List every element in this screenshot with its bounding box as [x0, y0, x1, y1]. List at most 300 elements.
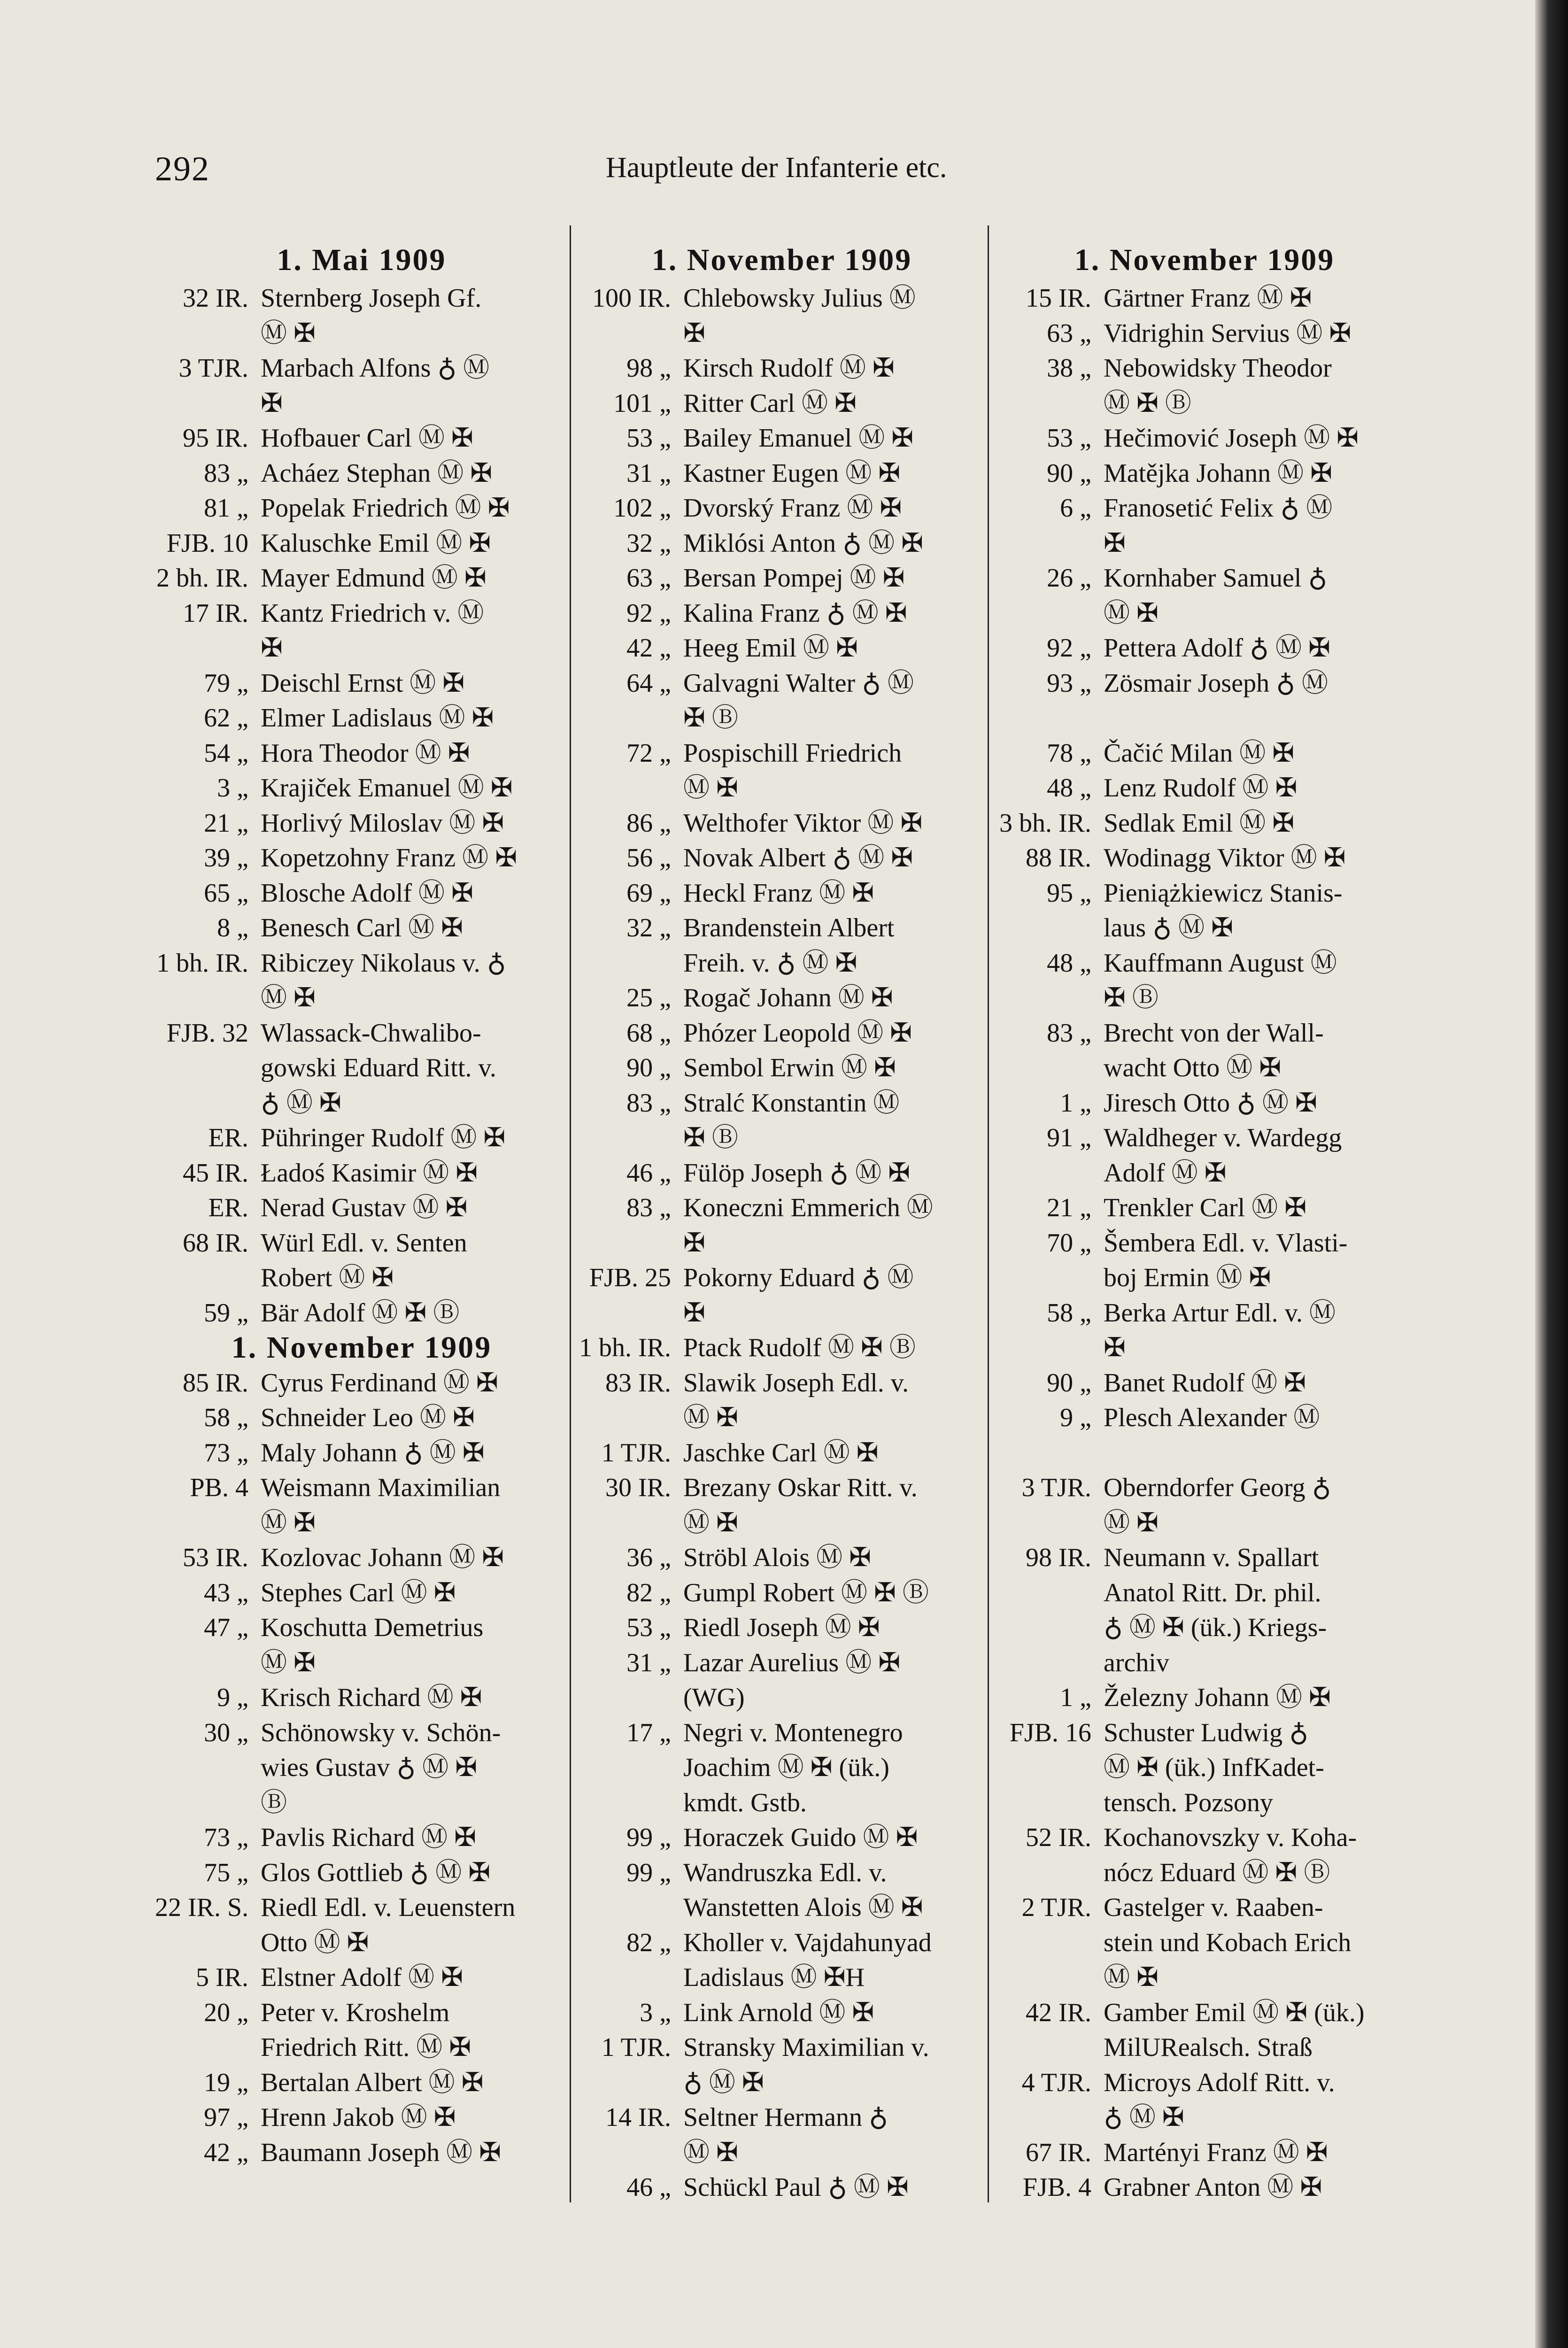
entry-row — [998, 806, 1411, 841]
entry-text: Brandenstein Albert — [683, 913, 895, 942]
entry-row — [998, 351, 1411, 386]
regiment-number — [998, 1050, 1104, 1086]
regiment-number: 83 „ — [626, 1193, 671, 1222]
section-heading-text: 1. November 1909 — [231, 1330, 492, 1365]
entry-row — [578, 1750, 986, 1785]
regiment-number — [578, 1890, 683, 1925]
entry-row — [578, 1296, 986, 1331]
entry-text: Pokorny Eduard ♁ Ⓜ — [683, 1263, 914, 1292]
entry-text: Gastelger v. Raaben- — [1104, 1893, 1323, 1922]
entry-text: Galvagni Walter ♁ Ⓜ — [683, 668, 914, 698]
page-number: 292 — [155, 150, 210, 188]
entry-row — [578, 1016, 986, 1051]
entry-text: Novak Albert ♁ Ⓜ ✠ — [683, 843, 913, 873]
entry-text: Anatol Ritt. Dr. phil. — [1104, 1578, 1321, 1607]
regiment-number: 17 „ — [626, 1718, 671, 1747]
entry-row — [155, 1610, 568, 1645]
regiment-number: 47 „ — [204, 1613, 248, 1642]
section-heading — [155, 1330, 568, 1366]
entry-row — [155, 1576, 568, 1611]
column-heading: 1. November 1909 — [1074, 243, 1335, 277]
regiment-number: 19 „ — [204, 2068, 248, 2097]
entry-text: Wodinagg Viktor Ⓜ ✠ — [1104, 843, 1346, 873]
entry-text: Miklósi Anton ♁ Ⓜ ✠ — [683, 528, 924, 558]
entry-row — [578, 911, 986, 946]
entry-text: Acháez Stephan Ⓜ ✠ — [261, 458, 493, 488]
entry-row — [578, 1436, 986, 1471]
entry-text: Kalina Franz ♁ Ⓜ ✠ — [683, 598, 907, 628]
regiment-number: 2 bh. IR. — [156, 564, 248, 593]
regiment-number: 99 „ — [626, 1823, 671, 1852]
regiment-number — [578, 1506, 683, 1541]
regiment-number — [998, 1260, 1104, 1296]
regiment-number — [998, 1750, 1104, 1785]
entry-row — [155, 526, 568, 561]
regiment-number: 3 TJR. — [178, 354, 248, 383]
entry-text: Welthofer Viktor Ⓜ ✠ — [683, 808, 923, 838]
regiment-number: 53 „ — [626, 1613, 671, 1642]
regiment-number: 67 IR. — [1026, 2138, 1091, 2167]
entry-text: Heeg Emil Ⓜ ✠ — [683, 633, 858, 663]
entry-row — [155, 386, 568, 421]
entry-row — [155, 456, 568, 491]
entry-row — [998, 1400, 1411, 1436]
regiment-number: 59 „ — [204, 1298, 248, 1328]
entry-row — [998, 1120, 1411, 1156]
entry-row — [155, 1506, 568, 1541]
regiment-number: 52 IR. — [1026, 1823, 1091, 1852]
regiment-number: 36 „ — [626, 1543, 671, 1572]
entry-row — [155, 841, 568, 876]
entry-row — [998, 1995, 1411, 2031]
entry-row — [578, 2135, 986, 2170]
entry-row — [578, 841, 986, 876]
entry-text: Zösmair Joseph ♁ Ⓜ — [1104, 668, 1328, 698]
entry-text: ✠ — [1104, 528, 1126, 558]
entry-text: Sedlak Emil Ⓜ ✠ — [1104, 808, 1295, 838]
entry-text: Cyrus Ferdinand Ⓜ ✠ — [261, 1368, 498, 1398]
entry-text: Stephes Carl Ⓜ ✠ — [261, 1578, 456, 1607]
entry-row — [578, 1576, 986, 1611]
entry-text: Gumpl Robert Ⓜ ✠ Ⓑ — [683, 1578, 929, 1607]
entry-text: Jaschke Carl Ⓜ ✠ — [683, 1438, 879, 1468]
entry-text: Gamber Emil Ⓜ ✠ (ük.) — [1104, 1998, 1365, 2027]
regiment-number: 81 „ — [204, 494, 248, 523]
entry-text: Matějka Johann Ⓜ ✠ — [1104, 458, 1333, 488]
entry-row — [998, 1715, 1411, 1751]
entry-row — [578, 1645, 986, 1681]
regiment-number — [578, 1226, 683, 1261]
regiment-number: 42 IR. — [1026, 1998, 1091, 2027]
entry-text: ✠ — [261, 633, 283, 663]
column-1-entries — [155, 281, 568, 2170]
regiment-number: FJB. 4 — [1022, 2173, 1091, 2202]
entry-text: Stransky Maximilian v. — [683, 2033, 929, 2062]
entry-row — [998, 561, 1411, 596]
regiment-number: 38 „ — [1047, 354, 1091, 383]
entry-text: Ⓜ ✠ — [683, 2138, 738, 2167]
regiment-number: 85 IR. — [183, 1368, 248, 1398]
column-divider — [988, 225, 989, 2202]
entry-row — [578, 1540, 986, 1576]
entry-text: Oberndorfer Georg ♁ — [1104, 1473, 1331, 1502]
regiment-number — [998, 1960, 1104, 1995]
regiment-number: 90 „ — [1047, 458, 1091, 488]
entry-row — [155, 806, 568, 841]
entry-text: Koneczni Emmerich Ⓜ — [683, 1193, 933, 1222]
entry-row — [998, 1506, 1411, 1541]
entry-row — [155, 1296, 568, 1331]
entry-row — [155, 1470, 568, 1506]
entry-row — [998, 1156, 1411, 1191]
regiment-number — [998, 1785, 1104, 1821]
entry-row — [155, 1995, 568, 2031]
entry-text: Nebowidsky Theodor — [1104, 354, 1332, 383]
regiment-number: 98 „ — [626, 354, 671, 383]
entry-text: Krajiček Emanuel Ⓜ ✠ — [261, 773, 513, 803]
entry-row — [998, 1820, 1411, 1855]
entry-row — [155, 1925, 568, 1961]
entry-text: Hečimović Joseph Ⓜ ✠ — [1104, 424, 1359, 453]
regiment-number — [155, 1925, 261, 1961]
entry-row — [998, 701, 1411, 736]
regiment-number: 73 „ — [204, 1438, 248, 1468]
regiment-number — [155, 316, 261, 351]
entry-text: MilURealsch. Straß — [1104, 2033, 1313, 2062]
entry-text: Kastner Eugen Ⓜ ✠ — [683, 458, 901, 488]
regiment-number: 102 „ — [613, 494, 671, 523]
regiment-number: 56 „ — [626, 843, 671, 873]
entry-row — [578, 1785, 986, 1821]
entry-text: Ⓜ ✠ — [1104, 598, 1159, 628]
entry-row — [155, 1190, 568, 1226]
regiment-number — [155, 1785, 261, 1821]
entry-text: Brezany Oskar Ritt. v. — [683, 1473, 918, 1502]
entry-row — [998, 316, 1411, 351]
entry-row — [155, 1050, 568, 1086]
entry-text: Banet Rudolf Ⓜ ✠ — [1104, 1368, 1306, 1398]
entry-row — [578, 1086, 986, 1121]
regiment-number — [998, 1645, 1104, 1681]
entry-text: Negri v. Montenegro — [683, 1718, 903, 1747]
entry-text: Franosetić Felix ♁ Ⓜ — [1104, 494, 1333, 523]
regiment-number — [998, 1855, 1104, 1891]
entry-text: laus ♁ Ⓜ ✠ — [1104, 913, 1234, 942]
regiment-number: 17 IR. — [183, 598, 248, 628]
entry-row — [155, 1820, 568, 1855]
entry-row — [578, 1050, 986, 1086]
regiment-number: 90 „ — [626, 1053, 671, 1082]
regiment-number: 32 „ — [626, 528, 671, 558]
entry-text: wies Gustav ♁ Ⓜ ✠ — [261, 1753, 478, 1782]
regiment-number: 65 „ — [204, 878, 248, 908]
column-2 — [578, 239, 986, 2245]
entry-row — [155, 1540, 568, 1576]
column-1 — [155, 239, 568, 2245]
entry-row — [578, 666, 986, 701]
entry-text: kmdt. Gstb. — [683, 1788, 807, 1817]
regiment-number: 79 „ — [204, 668, 248, 698]
regiment-number — [998, 981, 1104, 1016]
entry-row — [578, 316, 986, 351]
entry-row — [998, 1470, 1411, 1506]
column-3 — [998, 239, 1411, 2245]
regiment-number: 3 „ — [640, 1998, 671, 2027]
regiment-number: PB. 4 — [190, 1473, 248, 1502]
entry-text: Kauffmann August Ⓜ — [1104, 948, 1337, 978]
entry-text: Pospischill Friedrich — [683, 738, 902, 768]
regiment-number: FJB. 10 — [166, 528, 248, 558]
entry-text: Schneider Leo Ⓜ ✠ — [261, 1403, 475, 1432]
entry-row — [155, 1750, 568, 1785]
regiment-number — [998, 1610, 1104, 1645]
regiment-number: 42 „ — [204, 2138, 248, 2167]
entry-row — [578, 596, 986, 631]
regiment-number — [155, 1750, 261, 1785]
entry-text: Heckl Franz Ⓜ ✠ — [683, 878, 874, 908]
regiment-number: 3 TJR. — [1021, 1473, 1091, 1502]
entry-text: Ⓜ ✠ — [261, 983, 316, 1012]
entry-text: Ⓜ ✠ — [1104, 1508, 1159, 1537]
entry-text: Trenkler Carl Ⓜ ✠ — [1104, 1193, 1307, 1222]
regiment-number — [155, 1260, 261, 1296]
entry-row — [998, 1576, 1411, 1611]
entry-row — [155, 1680, 568, 1715]
regiment-number: 70 „ — [1047, 1228, 1091, 1258]
entry-row — [578, 1995, 986, 2031]
entry-row — [578, 1156, 986, 1191]
entry-row — [578, 1260, 986, 1296]
regiment-number — [998, 2030, 1104, 2065]
regiment-number — [578, 2135, 683, 2170]
entry-text: Dvorský Franz Ⓜ ✠ — [683, 494, 902, 523]
entry-row — [155, 981, 568, 1016]
entry-row — [155, 1890, 568, 1925]
regiment-number: FJB. 32 — [166, 1018, 248, 1048]
entry-text: Phózer Leopold Ⓜ ✠ — [683, 1018, 912, 1048]
entry-text: ✠ Ⓑ — [1104, 983, 1159, 1012]
entry-row — [578, 1610, 986, 1645]
regiment-number: 68 „ — [626, 1018, 671, 1048]
regiment-number: 73 „ — [204, 1823, 248, 1852]
entry-row — [155, 2135, 568, 2170]
entry-row — [998, 1016, 1411, 1051]
entry-row — [998, 1785, 1411, 1821]
regiment-number — [998, 1925, 1104, 1961]
regiment-number: 64 „ — [626, 668, 671, 698]
regiment-number — [155, 386, 261, 421]
entry-text: Pieniążkiewicz Stanis- — [1104, 878, 1343, 908]
regiment-number: 53 „ — [1047, 424, 1091, 453]
entry-row — [155, 2030, 568, 2065]
regiment-number — [998, 701, 1104, 736]
regiment-number: 53 IR. — [183, 1543, 248, 1572]
entry-row — [578, 946, 986, 981]
regiment-number: ER. — [208, 1123, 248, 1152]
regiment-number — [155, 981, 261, 1016]
entry-text: Kantz Friedrich v. Ⓜ — [261, 598, 484, 628]
entry-row — [155, 1855, 568, 1891]
entry-row — [155, 1120, 568, 1156]
entry-row — [998, 1330, 1411, 1366]
regiment-number: 83 „ — [1047, 1018, 1091, 1048]
regiment-number: 101 „ — [613, 388, 671, 418]
regiment-number: 63 „ — [626, 564, 671, 593]
regiment-number: 31 „ — [626, 1648, 671, 1677]
entry-text — [1104, 1436, 1411, 1471]
regiment-number: 54 „ — [204, 738, 248, 768]
entry-row — [578, 2170, 986, 2205]
regiment-number — [578, 946, 683, 981]
entry-row — [998, 1890, 1411, 1925]
entry-row — [155, 1086, 568, 1121]
regiment-number: 98 IR. — [1026, 1543, 1091, 1572]
column-divider — [570, 225, 571, 2202]
entry-text: Lazar Aurelius Ⓜ ✠ — [683, 1648, 901, 1677]
regiment-number — [578, 1750, 683, 1785]
entry-text: Würl Edl. v. Senten — [261, 1228, 467, 1258]
entry-row — [578, 1680, 986, 1715]
entry-row — [155, 631, 568, 666]
regiment-number: 83 „ — [204, 458, 248, 488]
entry-row — [155, 911, 568, 946]
regiment-number: 95 IR. — [183, 424, 248, 453]
entry-text: Kholler v. Vajdahunyad — [683, 1928, 932, 1957]
regiment-number — [155, 631, 261, 666]
entry-text: wacht Otto Ⓜ ✠ — [1104, 1053, 1282, 1082]
entry-text: Plesch Alexander Ⓜ — [1104, 1403, 1320, 1432]
regiment-number: 48 „ — [1047, 773, 1091, 803]
entry-text: Glos Gottlieb ♁ Ⓜ ✠ — [261, 1858, 491, 1887]
regiment-number: 46 „ — [626, 1158, 671, 1188]
entry-text: Ⓜ ✠ — [261, 1648, 316, 1677]
entry-row — [998, 771, 1411, 806]
entry-row — [998, 2030, 1411, 2065]
entry-text: Schuster Ludwig ♁ — [1104, 1718, 1308, 1747]
entry-text: ✠ — [261, 388, 283, 418]
entry-text: Železny Johann Ⓜ ✠ — [1104, 1683, 1331, 1712]
regiment-number: 93 „ — [1047, 668, 1091, 698]
regiment-number: 21 „ — [1047, 1193, 1091, 1222]
regiment-number — [578, 1400, 683, 1436]
entry-row — [155, 596, 568, 631]
entry-text — [1104, 701, 1411, 736]
entry-text: Rogač Johann Ⓜ ✠ — [683, 983, 893, 1012]
entry-text: Koschutta Demetrius — [261, 1613, 484, 1642]
entry-row — [155, 1436, 568, 1471]
entry-text: Sternberg Joseph Gf. — [261, 284, 482, 313]
regiment-number — [578, 1680, 683, 1715]
regiment-number: 25 „ — [626, 983, 671, 1012]
entry-row — [578, 1715, 986, 1751]
regiment-number: 91 „ — [1047, 1123, 1091, 1152]
entry-row — [578, 736, 986, 771]
regiment-number: 86 „ — [626, 808, 671, 838]
entry-row — [155, 281, 568, 316]
entry-text: Ⓜ ✠ (ük.) InfKadet- — [1104, 1753, 1324, 1782]
entry-text: Kopetzohny Franz Ⓜ ✠ — [261, 843, 518, 873]
entry-text: Ptack Rudolf Ⓜ ✠ Ⓑ — [683, 1333, 916, 1362]
entry-text: Kaluschke Emil Ⓜ ✠ — [261, 528, 491, 558]
page-edge-shadow — [1535, 0, 1568, 2348]
entry-text: ♁ Ⓜ ✠ — [261, 1088, 341, 1118]
entry-text: Hrenn Jakob Ⓜ ✠ — [261, 2103, 456, 2132]
regiment-number: 82 „ — [626, 1578, 671, 1607]
running-title: Hauptleute der Infanterie etc. — [606, 152, 947, 184]
entry-row — [155, 946, 568, 981]
entry-row — [998, 1366, 1411, 1401]
entry-row — [578, 876, 986, 911]
entry-text: Marbach Alfons ♁ Ⓜ — [261, 354, 490, 383]
entry-row — [578, 771, 986, 806]
entry-text: Microys Adolf Ritt. v. — [1104, 2068, 1335, 2097]
entry-row — [155, 1016, 568, 1051]
page-header — [155, 149, 1432, 201]
entry-row — [155, 2065, 568, 2101]
regiment-number — [578, 316, 683, 351]
regiment-number: 39 „ — [204, 843, 248, 873]
entry-text: Bersan Pompej Ⓜ ✠ — [683, 564, 905, 593]
entry-row — [998, 2135, 1411, 2170]
entry-text: Ribiczey Nikolaus v. ♁ — [261, 948, 506, 978]
entry-text: ✠ Ⓑ — [683, 703, 738, 733]
entry-row — [578, 421, 986, 456]
entry-text: ✠ — [683, 1228, 705, 1258]
entry-row — [578, 981, 986, 1016]
entry-row — [155, 561, 568, 596]
regiment-number: FJB. 25 — [589, 1263, 671, 1292]
entry-text: Schönowsky v. Schön- — [261, 1718, 501, 1747]
regiment-number: 69 „ — [626, 878, 671, 908]
regiment-number: 22 IR. S. — [155, 1893, 249, 1922]
entry-row — [155, 1645, 568, 1681]
regiment-number: 1 bh. IR. — [156, 948, 248, 978]
entry-text: ✠ — [683, 1298, 705, 1328]
entry-text: Bertalan Albert Ⓜ ✠ — [261, 2068, 484, 2097]
entry-row — [998, 841, 1411, 876]
regiment-number — [998, 1156, 1104, 1191]
entry-text: Blosche Adolf Ⓜ ✠ — [261, 878, 473, 908]
regiment-number: 32 IR. — [183, 284, 248, 313]
entry-row — [998, 596, 1411, 631]
regiment-number — [998, 2100, 1104, 2135]
regiment-number — [155, 1050, 261, 1086]
regiment-number: 97 „ — [204, 2103, 248, 2132]
entry-text: Ⓜ ✠ — [683, 1508, 738, 1537]
entry-row — [998, 1645, 1411, 1681]
entry-text: Wlassack-Chwalibo- — [261, 1018, 481, 1048]
regiment-number: 6 „ — [1060, 494, 1091, 523]
entry-row — [998, 2170, 1411, 2205]
entry-row — [155, 1960, 568, 1995]
entry-row — [578, 1960, 986, 1995]
entry-text: Chlebowsky Julius Ⓜ — [683, 284, 916, 313]
entry-row — [578, 281, 986, 316]
entry-text: Šembera Edl. v. Vlasti- — [1104, 1228, 1348, 1258]
entry-text: Slawik Joseph Edl. v. — [683, 1368, 909, 1398]
entry-row — [998, 281, 1411, 316]
entry-row — [155, 2100, 568, 2135]
regiment-number: 9 „ — [1060, 1403, 1091, 1432]
regiment-number: 1 „ — [1060, 1683, 1091, 1712]
entry-text: Kornhaber Samuel ♁ — [1104, 564, 1328, 593]
entry-text: archiv — [1104, 1648, 1169, 1677]
entry-row — [155, 351, 568, 386]
entry-row — [998, 1226, 1411, 1261]
entry-row — [998, 1750, 1411, 1785]
entry-text: Bailey Emanuel Ⓜ ✠ — [683, 424, 914, 453]
regiment-number — [578, 701, 683, 736]
